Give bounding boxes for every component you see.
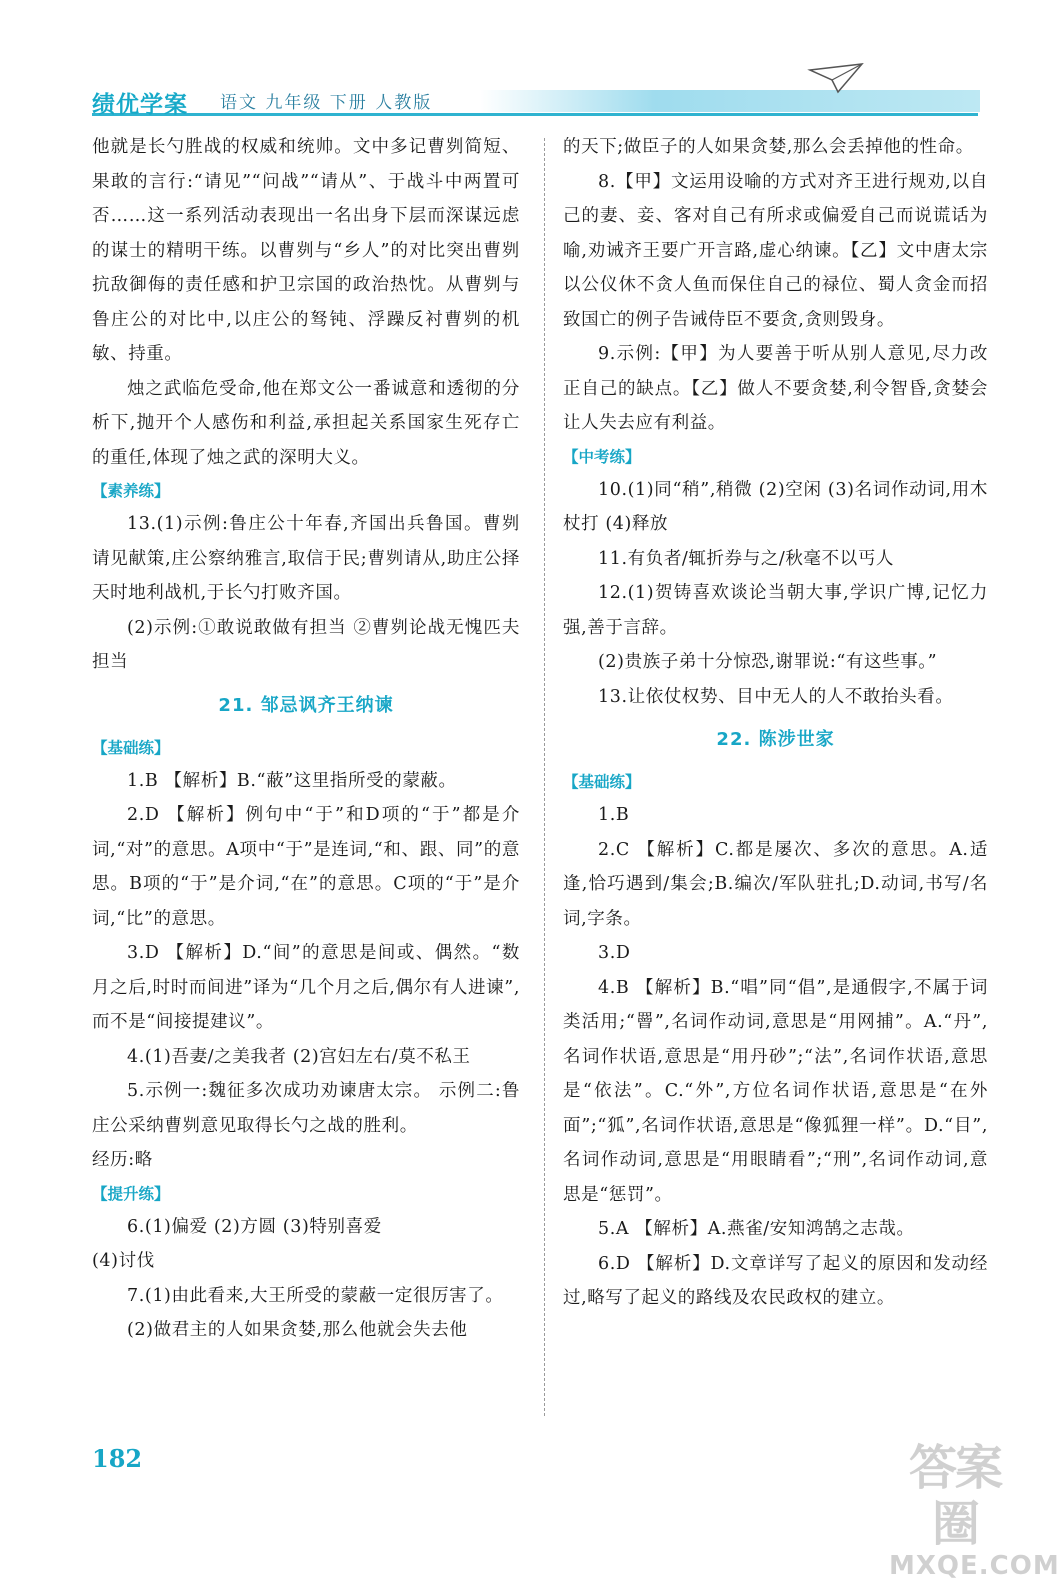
- answer-paragraph: 他就是长勺胜战的权威和统帅。文中多记曹刿简短、果敢的言行:“请见”“问战”“请从”、于战斗中两置可否……这一系列活动表现出一名出身下层而深谋远虑的谋士的精明干练。以曹刿与“乡人”的对比突出曹刿抗敌御侮的责任感和护卫宗国的政治热忱。从曹刿与鲁庄公的对比中,以庄公的驽钝、浮躁反衬曹刿的机敏、持重。: [92, 137, 520, 364]
- section-tag: 【素养练】: [92, 482, 170, 500]
- section-tag-row: [92, 732, 520, 764]
- answer-paragraph: 7.(1)由此看来,大王所受的蒙蔽一定很厉害了。: [127, 1285, 504, 1306]
- answer-paragraph: 5.A 【解析】A.燕雀/安知鸿鹄之志哉。: [598, 1219, 915, 1239]
- answer-paragraph: 5.示例一:魏征多次成功劝谏唐太宗。 示例二:鲁庄公采纳曹刿意见取得长勺之战的胜利。: [92, 1081, 520, 1136]
- lesson-heading: 21. 邹忌讽齐王纳谏: [218, 694, 394, 716]
- section-tag-row: [92, 1178, 520, 1210]
- section-tag: 【基础练】: [92, 738, 170, 757]
- answer-paragraph: 2.C 【解析】C.都是屡次、多次的意思。A.适逢,恰巧遇到/集会;B.编次/军队驻扎;D.动词,书写/名词,字条。: [563, 839, 988, 929]
- answer-paragraph: 10.(1)同“稍”,稍微 (2)空闲 (3)名词作动词,用木杖打 (4)释放: [563, 479, 988, 534]
- answer-paragraph: 6.D 【解析】D.文章详写了起义的原因和发动经过,略写了起义的路线及农民政权的建立。: [563, 1253, 988, 1308]
- left-column: [92, 130, 520, 1348]
- paper-plane-icon: [808, 60, 864, 96]
- watermark-logo: [889, 1440, 1060, 1581]
- answer-paragraph: 13.(1)示例:鲁庄公十年春,齐国出兵鲁国。曹刿请见献策,庄公察纳雅言,取信于民;曹刿请从,助庄公择天时地利战机,于长勺打败齐国。: [92, 514, 520, 603]
- page-header: [0, 0, 1033, 120]
- brand-logo: 绩优学案: [92, 92, 188, 118]
- book-subtitle: 语文 九年级 下册 人教版: [220, 93, 433, 113]
- section-tag: 【基础练】: [563, 773, 641, 791]
- answer-paragraph: 的天下;做臣子的人如果贪婪,那么会丢掉他的性命。: [563, 137, 974, 157]
- answer-paragraph: 6.(1)偏爱 (2)方圆 (3)特别喜爱: [127, 1216, 382, 1237]
- answer-paragraph: 12.(1)贺铸喜欢谈论当朝大事,学识广博,记忆力强,善于言辞。: [563, 583, 988, 638]
- section-tag: 【中考练】: [563, 447, 641, 466]
- header-rule: [92, 113, 978, 116]
- answer-paragraph: 3.D: [598, 943, 631, 963]
- answer-paragraph: 2.D 【解析】例句中“于”和D项的“于”都是介词,“对”的意思。A项中“于”是连词,“和、跟、同”的意思。B项的“于”是介词,“在”的意思。C项的“于”是介词,“比”的意思。: [92, 805, 520, 929]
- answer-paragraph: 9.示例:【甲】为人要善于听从别人意见,尽力改正自己的缺点。【乙】做人不要贪婪,利令智昏,贪婪会让人失去应有利益。: [563, 344, 988, 433]
- page-number: 182: [92, 1444, 143, 1473]
- answer-paragraph: (4)讨伐: [92, 1251, 155, 1271]
- right-column: [563, 130, 988, 1316]
- answer-paragraph: (2)贵族子弟十分惊恐,谢罪说:“有这些事。”: [598, 652, 938, 672]
- header-band: [480, 90, 980, 112]
- answer-paragraph: (2)做君主的人如果贪婪,那么他就会失去他: [127, 1320, 468, 1340]
- answer-paragraph: 1.B 【解析】B.“蔽”这里指所受的蒙蔽。: [127, 770, 457, 791]
- watermark-line1: 答案圈: [908, 1440, 1001, 1552]
- watermark-line2: MXQE.COM: [889, 1551, 1060, 1581]
- section-tag-row: [563, 441, 988, 473]
- answer-paragraph: 经历:略: [92, 1150, 153, 1170]
- answer-paragraph: (2)示例:①敢说敢做有担当 ②曹刿论战无愧匹夫担当: [92, 617, 520, 672]
- answer-paragraph: 4.(1)吾妻/之美我者 (2)宫妇左右/莫不私王: [127, 1046, 471, 1067]
- lesson-heading: 22. 陈涉世家: [716, 729, 835, 750]
- column-divider: [544, 138, 545, 1416]
- answer-paragraph: 8.【甲】文运用设喻的方式对齐王进行规劝,以自己的妻、妾、客对自己有所求或偏爱自己而说谎话为喻,劝诫齐王要广开言路,虚心纳谏。【乙】文中唐太宗以公仪休不贪人鱼而保住自己的禄位、蜀人贪金而招致国亡的例子告诫侍臣不要贪,贪则毁身。: [563, 171, 988, 330]
- answer-paragraph: 烛之武临危受命,他在郑文公一番诚意和透彻的分析下,抛开个人感伤和利益,承担起关系国家生死存亡的重任,体现了烛之武的深明大义。: [92, 378, 520, 468]
- section-tag-row: [563, 766, 988, 798]
- answer-paragraph: 1.B: [598, 805, 630, 825]
- section-tag-row: [92, 475, 520, 507]
- answer-paragraph: 11.有负者/辄折券与之/秋毫不以丐人: [598, 548, 895, 569]
- answer-paragraph: 4.B 【解析】B.“唱”同“倡”,是通假字,不属于词类活用;“罾”,名词作动词,意思是“用网捕”。A.“丹”,名词作状语,意思是“用丹砂”;“法”,名词作状语,意思是“依法”。C.“外”,方位名词作状语,意思是“在外面”;“狐”,名词作状语,意思是“像狐狸一样”。D.“目”,名词作动词,意思是“用眼睛看”;“刑”,名词作动词,意思是“惩罚”。: [563, 977, 988, 1205]
- answer-paragraph: 3.D 【解析】D.“间”的意思是间或、偶然。“数月之后,时时而间进”译为“几个月之后,偶尔有人进谏”,而不是“间接提建议”。: [92, 943, 520, 1032]
- section-tag: 【提升练】: [92, 1184, 170, 1203]
- answer-paragraph: 13.让依仗权势、目中无人的人不敢抬头看。: [598, 686, 954, 707]
